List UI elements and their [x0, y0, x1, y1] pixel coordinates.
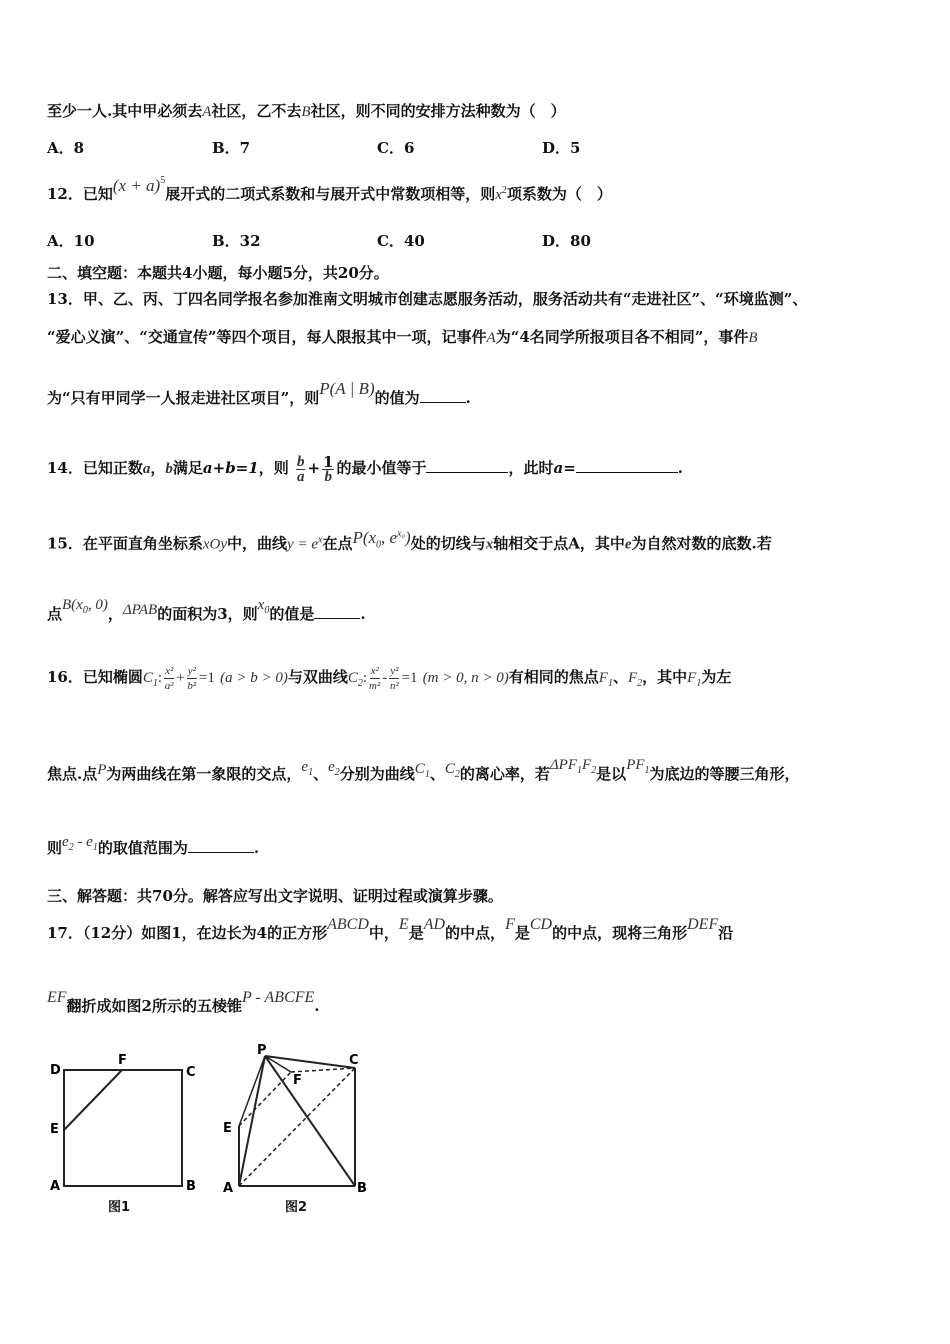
edge-pc	[265, 1056, 355, 1068]
q16-line-3: 则$e_2 - e_1$的取值范围为 .	[47, 834, 260, 857]
label-e: E	[223, 1121, 232, 1136]
figure-1-square	[40, 1050, 210, 1220]
label-e: E	[50, 1122, 59, 1137]
segment-ef	[64, 1070, 122, 1130]
label-f: F	[118, 1053, 127, 1068]
q14-answer-blank-min[interactable]	[426, 458, 508, 473]
q16-line-1: 16．已知椭圆$C_1$: $\frac{\text{x²}}{\text{a²}}$ + $\frac{\text{y²}}{\text{b²}}$ =1 (a > b > 0)与双曲线$C_2$: $\frac{\text{x²}}{\text{m²}}$ - $\frac{\text{y²}}{\text{n²}}$ =1 (m > 0, n > 0)有相同的焦点$F_1$、$F_2$，其中$F_1$为左	[47, 664, 732, 692]
figure-2-pyramid	[215, 1040, 375, 1220]
q14-stem: 14．已知正数a，b满足a+b=1，则 $\frac{b}{a}$ + $\frac{1}{b}$ 的最小值等于 ，此时a= .	[47, 452, 684, 485]
edge-pb	[265, 1056, 355, 1186]
q14-answer-blank-a[interactable]	[576, 458, 678, 473]
edge-ef	[239, 1072, 291, 1126]
label-p: P	[257, 1043, 267, 1058]
q13-line-1: 13．甲、乙、丙、丁四名同学报名参加淮南文明城市创建志愿服务活动，服务活动共有“走进社区”、“环境监测”、	[47, 290, 808, 308]
q17-line-2: EF翻折成如图2所示的五棱锥P - ABCFE.	[47, 989, 320, 1015]
q15-answer-blank[interactable]	[314, 604, 360, 619]
figure-1-caption: 图1	[108, 1200, 131, 1215]
q13-line-3: 为“只有甲同学一人报走进社区项目”，则P(A | B)的值为 .	[47, 379, 471, 407]
label-a: A	[223, 1181, 234, 1196]
q15-line-1: 15．在平面直角坐标系xOy中，曲线$y = e^x$在点$P(x_0$, $e^{x_0}$)处的切线与x轴相交于点A，其中e为自然对数的底数.若	[47, 527, 772, 553]
q16-line-2: 焦点.点P为两曲线在第一象限的交点，$e_1$、$e_2$分别为曲线$C_1$、$C_2$的离心率，若$\Delta PF_1F_2$是以$PF_1$为底边的等腰三角形，	[47, 757, 800, 783]
section-3-heading: 三、解答题：共70分。解答应写出文字说明、证明过程或演算步骤。	[47, 887, 503, 905]
edge-pe	[239, 1056, 265, 1126]
label-c: C	[186, 1065, 196, 1080]
section-2-heading: 二、填空题：本题共4小题，每小题5分，共20分。	[47, 264, 389, 282]
q12-option-d: D．80	[542, 232, 591, 250]
label-f: F	[293, 1073, 302, 1088]
label-b: B	[186, 1179, 196, 1194]
figure-2-caption: 图2	[285, 1200, 308, 1215]
q12-option-c: C．40	[377, 232, 425, 250]
q11-option-d: D．5	[542, 139, 581, 157]
q13-line-2: “爱心义演”、“交通宣传”等四个项目，每人限报其中一项，记事件A为“4名同学所报项目各不相同”，事件B	[47, 328, 758, 346]
square-abcd	[64, 1070, 182, 1186]
q15-line-2: 点$B(x_0$, 0)，ΔPAB的面积为3，则$x_0$的值是 .	[47, 597, 366, 623]
q12-option-b: B．32	[212, 232, 261, 250]
q11-option-c: C．6	[377, 139, 415, 157]
edge-pa	[239, 1056, 265, 1186]
q14-fraction-b-over-a: $\frac{b}{a}$	[296, 453, 305, 485]
label-d: D	[50, 1063, 61, 1078]
q14-fraction-1-over-b: $\frac{1}{b}$	[323, 452, 334, 485]
q11-stem-tail: 至少一人.其中甲必须去A社区，乙不去B社区，则不同的安排方法种数为（ ）	[47, 102, 566, 120]
q12-option-a: A．10	[47, 232, 95, 250]
q13-answer-blank[interactable]	[420, 388, 466, 403]
label-b: B	[357, 1181, 367, 1196]
q11-option-b: B．7	[212, 139, 251, 157]
edge-fc	[291, 1068, 355, 1072]
q12-stem: 12．已知$(x + a)^5$展开式的二项式系数和与展开式中常数项相等，则$x^2$项系数为（ ）	[47, 175, 612, 203]
label-a: A	[50, 1179, 61, 1194]
q16-answer-blank[interactable]	[188, 838, 254, 853]
q11-option-a: A．8	[47, 139, 85, 157]
q17-line-1: 17．（12分）如图1，在边长为4的正方形ABCD中，E是AD的中点，F是CD的中点，现将三角形DEF沿	[47, 916, 734, 942]
label-c: C	[349, 1053, 359, 1068]
